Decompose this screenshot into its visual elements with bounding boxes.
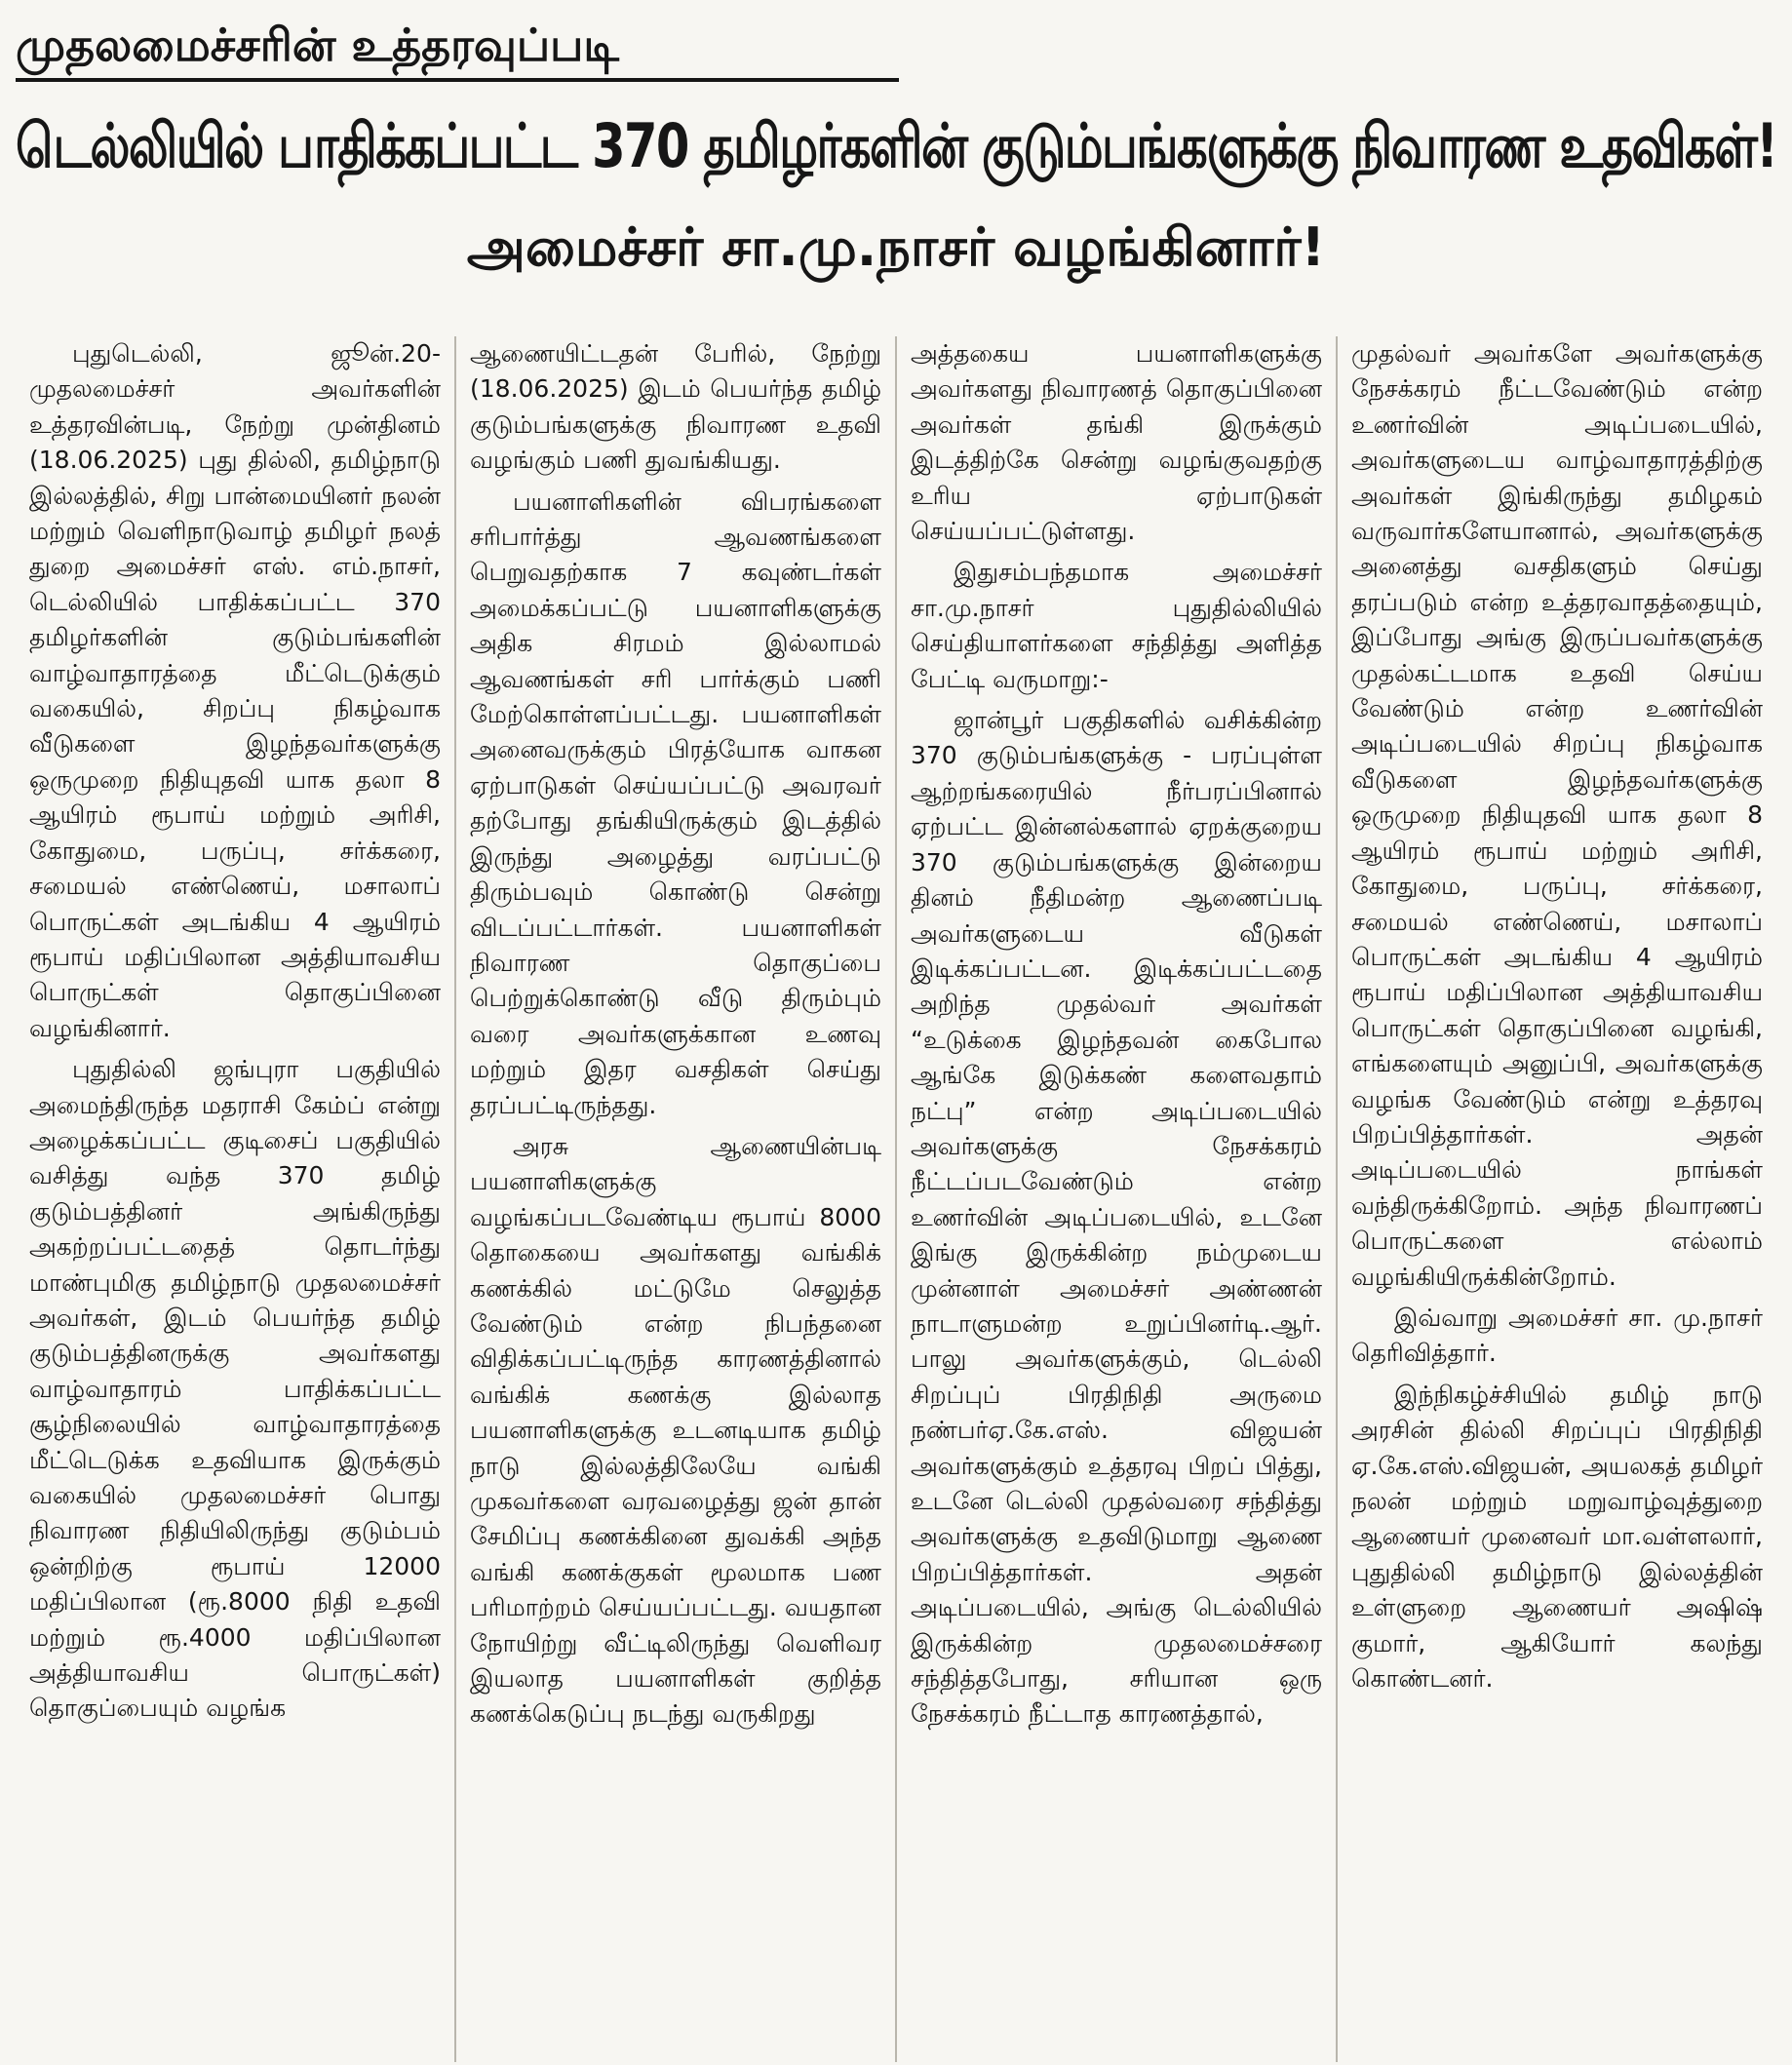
main-headline: டெல்லியில் பாதிக்கப்பட்ட 370 தமிழர்களின் குடும்பங்களுக்கு நிவாரண உதவிகள்! xyxy=(16,110,1777,181)
article-column-4 xyxy=(1338,336,1776,2062)
article-paragraph: பயனாளிகளின் விபரங்களை சரிபார்த்து ஆவணங்களை பெறுவதற்காக 7 கவுண்டர்கள் அமைக்கப்பட்டு பயனாளிகளுக்கு அதிக சிரமம் இல்லாமல் ஆவணங்கள் சரி பார்க்கும் பணி மேற்கொள்ளப்பட்டது. பயனாளிகள் அனைவருக்கும் பிரத்யோக வாகன ஏற்பாடுகள் செய்யப்பட்டு அவரவர் தற்போது தங்கியிருக்கும் இடத்தில் இருந்து அழைத்து வரப்பட்டு திரும்பவும் கொண்டு சென்று விடப்பட்டார்கள். பயனாளிகள் நிவாரண தொகுப்பை பெற்றுக்கொண்டு வீடு திரும்பும் வரை அவர்களுக்கான உணவு மற்றும் இதர வசதிகள் செய்து தரப்பட்டிருந்தது. xyxy=(470,487,881,1119)
article-paragraph: இவ்வாறு அமைச்சர் சா. மு.நாசர் தெரிவித்தார். xyxy=(1351,1303,1763,1368)
article-paragraph: புதுடெல்லி, ஜூன்.20- முதலமைச்சர் அவர்களின் உத்தரவின்படி, நேற்று முன்தினம் (18.06.2025) புது தில்லி, தமிழ்நாடு இல்லத்தில், சிறு பான்மையினர் நலன் மற்றும் வெளிநாடுவாழ் தமிழர் நலத் துறை அமைச்சர் எஸ். எம்.நாசர், டெல்லியில் பாதிக்கப்பட்ட 370 தமிழர்களின் குடும்பங்களின் வாழ்வாதாரத்தை மீட்டெடுக்கும் வகையில், சிறப்பு நிகழ்வாக வீடுகளை இழந்தவர்களுக்கு ஒருமுறை நிதியுதவி யாக தலா 8 ஆயிரம் ரூபாய் மற்றும் அரிசி, கோதுமை, பருப்பு, சர்க்கரை, சமையல் எண்ணெய், மசாலாப் பொருட்கள் அடங்கிய 4 ஆயிரம் ரூபாய் மதிப்பிலான அத்தியாவசிய பொருட்கள் தொகுப்பினை வழங்கினார். xyxy=(29,339,441,1042)
article-paragraph: முதல்வர் அவர்களே அவர்களுக்கு நேசக்கரம் நீட்டவேண்டும் என்ற உணர்வின் அடிப்படையில், அவர்களுடைய வாழ்வாதாரத்திற்கு அவர்கள் இங்கிருந்து தமிழகம் வருவார்களேயானால், அவர்களுக்கு அனைத்து வசதிகளும் செய்து தரப்படும் என்ற உத்தரவாதத்தையும், இப்போது அங்கு இருப்பவர்களுக்கு முதல்கட்டமாக உதவி செய்ய வேண்டும் என்ற உணர்வின் அடிப்படையில் சிறப்பு நிகழ்வாக வீடுகளை இழந்தவர்களுக்கு ஒருமுறை நிதியுதவி யாக தலா 8 ஆயிரம் ரூபாய் மற்றும் அரிசி, கோதுமை, பருப்பு, சர்க்கரை, சமையல் எண்ணெய், மசாலாப் பொருட்கள் அடங்கிய 4 ஆயிரம் ரூபாய் மதிப்பிலான அத்தியாவசிய பொருட்கள் தொகுப்பினை வழங்கி, எங்களையும் அனுப்பி, அவர்களுக்கு வழங்க வேண்டும் என்று உத்தரவு பிறப்பித்தார்கள். அதன் அடிப்படையில் நாங்கள் வந்திருக்கிறோம். அந்த நிவாரணப் பொருட்களை எல்லாம் வழங்கியிருக்கின்றோம். xyxy=(1351,339,1763,1291)
kicker-heading: முதலமைச்சரின் உத்தரவுப்படி xyxy=(16,14,899,82)
article-paragraph: இதுசம்பந்தமாக அமைச்சர் சா.மு.நாசர் புதுதில்லியில் செய்தியாளர்களை சந்தித்து அளித்த பேட்டி வருமாறு:- xyxy=(911,558,1322,693)
sub-headline: அமைச்சர் சா.மு.நாசர் வழங்கினார்! xyxy=(466,216,1326,278)
article-column-2 xyxy=(456,336,897,2062)
article-paragraph: அரசு ஆணையின்படி பயனாளிகளுக்கு வழங்கப்படவேண்டிய ரூபாய் 8000 தொகையை அவர்களது வங்கிக் கணக்கில் மட்டுமே செலுத்த வேண்டும் என்ற நிபந்தனை விதிக்கப்பட்டிருந்த காரணத்தினால் வங்கிக் கணக்கு இல்லாத பயனாளிகளுக்கு உடனடியாக தமிழ் நாடு இல்லத்திலேயே வங்கி முகவர்களை வரவழைத்து ஜன் தான் சேமிப்பு கணக்கினை துவக்கி அந்த வங்கி கணக்குகள் மூலமாக பண பரிமாற்றம் செய்யப்பட்டது. வயதான நோயிற்று வீட்டிலிருந்து வெளிவர இயலாத பயனாளிகள் குறித்த கணக்கெடுப்பு நடந்து வருகிறது xyxy=(470,1131,881,1729)
article-paragraph: ஜான்பூர் பகுதிகளில் வசிக்கின்ற 370 குடும்பங்களுக்கு - பரப்புள்ள ஆற்றங்கரையில் நீர்பரப்பினால் ஏற்பட்ட இன்னல்களால் ஏறக்குறைய 370 குடும்பங்களுக்கு இன்றைய தினம் நீதிமன்ற ஆணைப்படி அவர்களுடைய வீடுகள் இடிக்கப்பட்டன. இடிக்கப்பட்டதை அறிந்த முதல்வர் அவர்கள் “உடுக்கை இழந்தவன் கைபோல ஆங்கே இடுக்கண் களைவதாம் நட்பு” என்ற அடிப்படையில் அவர்களுக்கு நேசக்கரம் நீட்டப்படவேண்டும் என்ற உணர்வின் அடிப்படையில், உடனே இங்கு இருக்கின்ற நம்முடைய முன்னாள் அமைச்சர் அண்ணன் நாடாளுமன்ற உறுப்பினர்டி.ஆர். பாலு அவர்களுக்கும், டெல்லி சிறப்புப் பிரதிநிதி அருமை நண்பர்ஏ.கே.எஸ். விஜயன் அவர்களுக்கும் உத்தரவு பிறப் பித்து, உடனே டெல்லி முதல்வரை சந்தித்து அவர்களுக்கு உதவிடுமாறு ஆணை பிறப்பித்தார்கள். அதன் அடிப்படையில், அங்கு டெல்லியில் இருக்கின்ற முதலமைச்சரை சந்தித்தபோது, சரியான ஒரு நேசக்கரம் நீட்டாத காரணத்தால், xyxy=(911,706,1322,1729)
article-paragraph: புதுதில்லி ஜங்புரா பகுதியில் அமைந்திருந்த மதராசி கேம்ப் என்று அழைக்கப்பட்ட குடிசைப் பகுதியில் வசித்து வந்த 370 தமிழ் குடும்பத்தினர் அங்கிருந்து அகற்றப்பட்டதைத் தொடர்ந்து மாண்புமிகு தமிழ்நாடு முதலமைச்சர் அவர்கள், இடம் பெயர்ந்த தமிழ் குடும்பத்தினருக்கு அவர்களது வாழ்வாதாரம் பாதிக்கப்பட்ட சூழ்நிலையில் வாழ்வாதாரத்தை மீட்டெடுக்க உதவியாக இருக்கும் வகையில் முதலமைச்சர் பொது நிவாரண நிதியிலிருந்து குடும்பம் ஒன்றிற்கு ரூபாய் 12000 மதிப்பிலான (ரூ.8000 நிதி உதவி மற்றும் ரூ.4000 மதிப்பிலான அத்தியாவசிய பொருட்கள்) தொகுப்பையும் வழங்க xyxy=(29,1055,441,1723)
article-paragraph: இந்நிகழ்ச்சியில் தமிழ் நாடு அரசின் தில்லி சிறப்புப் பிரதிநிதி ஏ.கே.எஸ்.விஜயன், அயலகத் தமிழர் நலன் மற்றும் மறுவாழ்வுத்துறை ஆணையர் முனைவர் மா.வள்ளலார், புதுதில்லி தமிழ்நாடு இல்லத்தின் உள்ளுறை ஆணையர் அஷிஷ் குமார், ஆகியோர் கலந்து கொண்டனர். xyxy=(1351,1380,1763,1694)
article-column-1 xyxy=(16,336,456,2062)
article-paragraph: ஆணையிட்டதன் பேரில், நேற்று (18.06.2025) இடம் பெயர்ந்த தமிழ் குடும்பங்களுக்கு நிவாரண உதவி வழங்கும் பணி துவங்கியது. xyxy=(470,339,881,475)
article-paragraph: அத்தகைய பயனாளிகளுக்கு அவர்களது நிவாரணத் தொகுப்பினை அவர்கள் தங்கி இருக்கும் இடத்திற்கே சென்று வழங்குவதற்கு உரிய ஏற்பாடுகள் செய்யப்பட்டுள்ளது. xyxy=(911,339,1322,546)
article-column-3 xyxy=(897,336,1338,2062)
article-body xyxy=(16,336,1776,2062)
